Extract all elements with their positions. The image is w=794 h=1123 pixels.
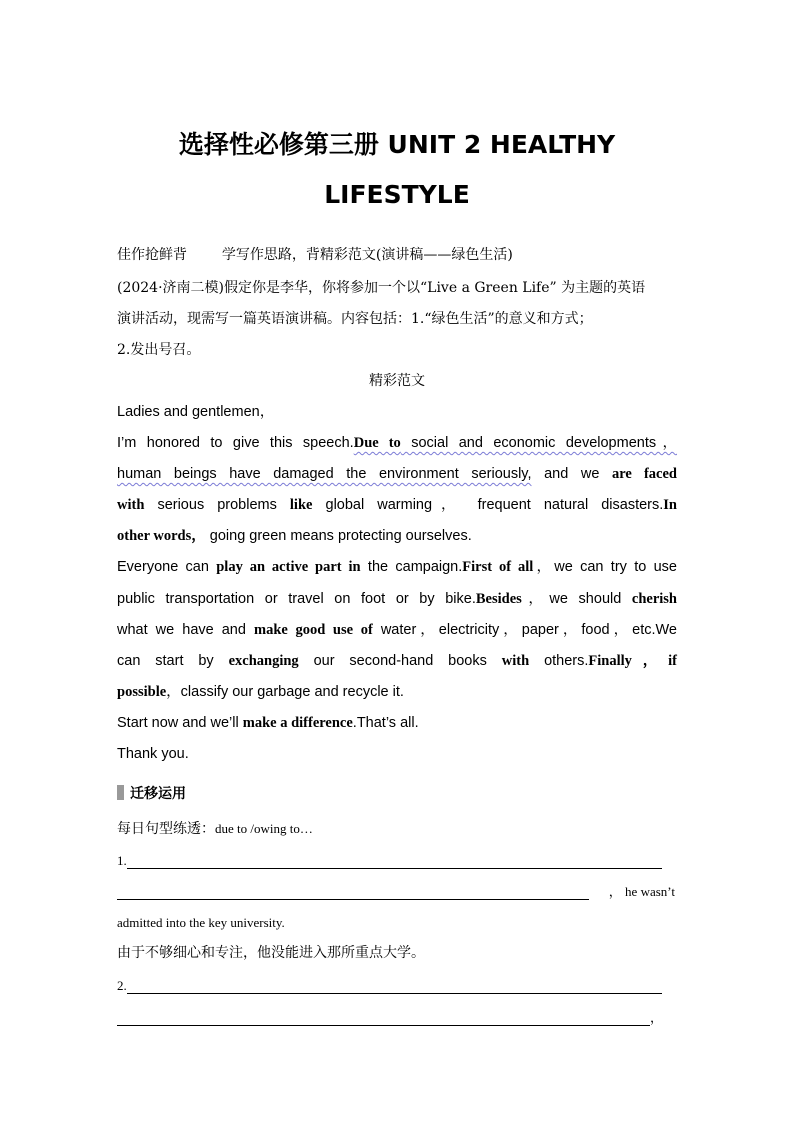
answer-blank-2a[interactable] xyxy=(127,977,662,994)
question-1-line-2 xyxy=(117,876,677,907)
essay-text: global warming， frequent natural disasters. xyxy=(312,497,664,513)
essay-line-2 xyxy=(117,459,677,490)
key-phrase: Finally，if xyxy=(588,653,678,669)
drill-line xyxy=(117,813,677,845)
key-phrase: possible xyxy=(117,684,167,700)
question-1-translation: 由于不够细心和专注，他没能进入那所重点大学。 xyxy=(117,945,425,961)
page-title-line2: LIFESTYLE xyxy=(324,180,470,209)
essay-text: our second-hand books xyxy=(298,653,502,669)
essay-heading: 精彩范文 xyxy=(369,373,425,389)
essay-text: social and economic developments， xyxy=(400,435,677,451)
section-title: 迁移运用 xyxy=(130,786,186,802)
essay-line-5 xyxy=(117,552,677,583)
key-phrase: make good use of xyxy=(253,622,373,638)
question-1-continuation: admitted into the key university. xyxy=(117,915,285,930)
essay-line-8 xyxy=(117,646,677,677)
key-phrase: First of all xyxy=(462,559,534,575)
essay-text: the campaign. xyxy=(360,559,463,575)
key-phrase: other words， xyxy=(117,528,206,544)
key-phrase: are faced xyxy=(611,466,677,482)
essay-line-4 xyxy=(117,521,677,552)
essay-text: ，we should xyxy=(521,591,632,607)
answer-blank-1b[interactable] xyxy=(117,883,589,900)
answer-blank-2b[interactable] xyxy=(117,1009,650,1026)
prompt-line1: (2024·济南二模)假定你是李华，你将参加一个以“Live a Green Life” 为主题的英语 xyxy=(117,280,646,296)
question-2-tail: ， xyxy=(650,1010,664,1025)
question-2-number: 2. xyxy=(117,978,127,993)
drill-label: 每日句型练透： xyxy=(117,821,215,837)
essay-text: water，electricity，paper，food，etc.We xyxy=(372,622,677,638)
essay-text: human beings have damaged the environment seriously, xyxy=(117,466,532,482)
essay-text: serious problems xyxy=(144,497,290,513)
essay-line-1 xyxy=(117,428,677,459)
key-phrase: with xyxy=(501,653,530,669)
question-2-line-2 xyxy=(117,1002,677,1033)
essay-line-9 xyxy=(117,677,677,708)
key-phrase: make a difference xyxy=(242,715,353,731)
essay-text: going green means protecting ourselves. xyxy=(205,528,472,544)
prompt-line3: 2.发出号召。 xyxy=(117,342,201,358)
page-title-line1: 选择性必修第三册 UNIT 2 HEALTHY xyxy=(178,130,616,159)
key-phrase: Due to xyxy=(353,435,401,451)
key-phrase: cherish xyxy=(631,591,677,607)
key-phrase: with xyxy=(117,497,145,513)
essay-salutation: Ladies and gentlemen， xyxy=(117,404,275,420)
question-2-line-1 xyxy=(117,970,677,1001)
header-line xyxy=(117,240,677,271)
question-1-line-1 xyxy=(117,845,677,876)
essay-text: others. xyxy=(529,653,589,669)
essay-text: Start now and we’ll xyxy=(117,715,243,731)
key-phrase: play an active part in xyxy=(216,559,361,575)
header-tag: 佳作抢鲜背 xyxy=(117,247,187,263)
essay-line-10 xyxy=(117,708,677,739)
section-bar-icon xyxy=(117,785,124,800)
header-desc: 学写作思路，背精彩范文(演讲稿——绿色生活) xyxy=(221,247,513,263)
key-phrase: Besides xyxy=(475,591,522,607)
prompt-line2: 演讲活动，现需写一篇英语演讲稿。内容包括：1.“绿色生活”的意义和方式； xyxy=(117,311,593,327)
essay-text: .That’s all. xyxy=(352,715,419,731)
essay-text: Everyone can xyxy=(117,559,217,575)
essay-text: ，classify our garbage and recycle it. xyxy=(166,684,404,700)
essay-text: ，we can try to use xyxy=(533,559,677,575)
key-phrase: In xyxy=(663,497,677,513)
section-heading xyxy=(117,779,677,810)
question-1-tail: ， he wasn’t xyxy=(608,884,675,899)
key-phrase: exchanging xyxy=(228,653,299,669)
question-1-number: 1. xyxy=(117,853,127,868)
essay-text: what we have and xyxy=(117,622,254,638)
drill-pattern: due to /owing to… xyxy=(215,821,313,836)
essay-text: can start by xyxy=(117,653,229,669)
essay-line-3 xyxy=(117,490,677,521)
essay-line-6 xyxy=(117,584,677,615)
essay-text: public transportation or travel on foot or by bike. xyxy=(117,591,476,607)
key-phrase: like xyxy=(289,497,313,513)
essay-line-7 xyxy=(117,615,677,646)
essay-closing: Thank you. xyxy=(117,746,189,762)
essay-text: I’m honored to give this speech. xyxy=(117,435,354,451)
answer-blank-1a[interactable] xyxy=(127,852,662,869)
essay-text: and we xyxy=(531,466,612,482)
